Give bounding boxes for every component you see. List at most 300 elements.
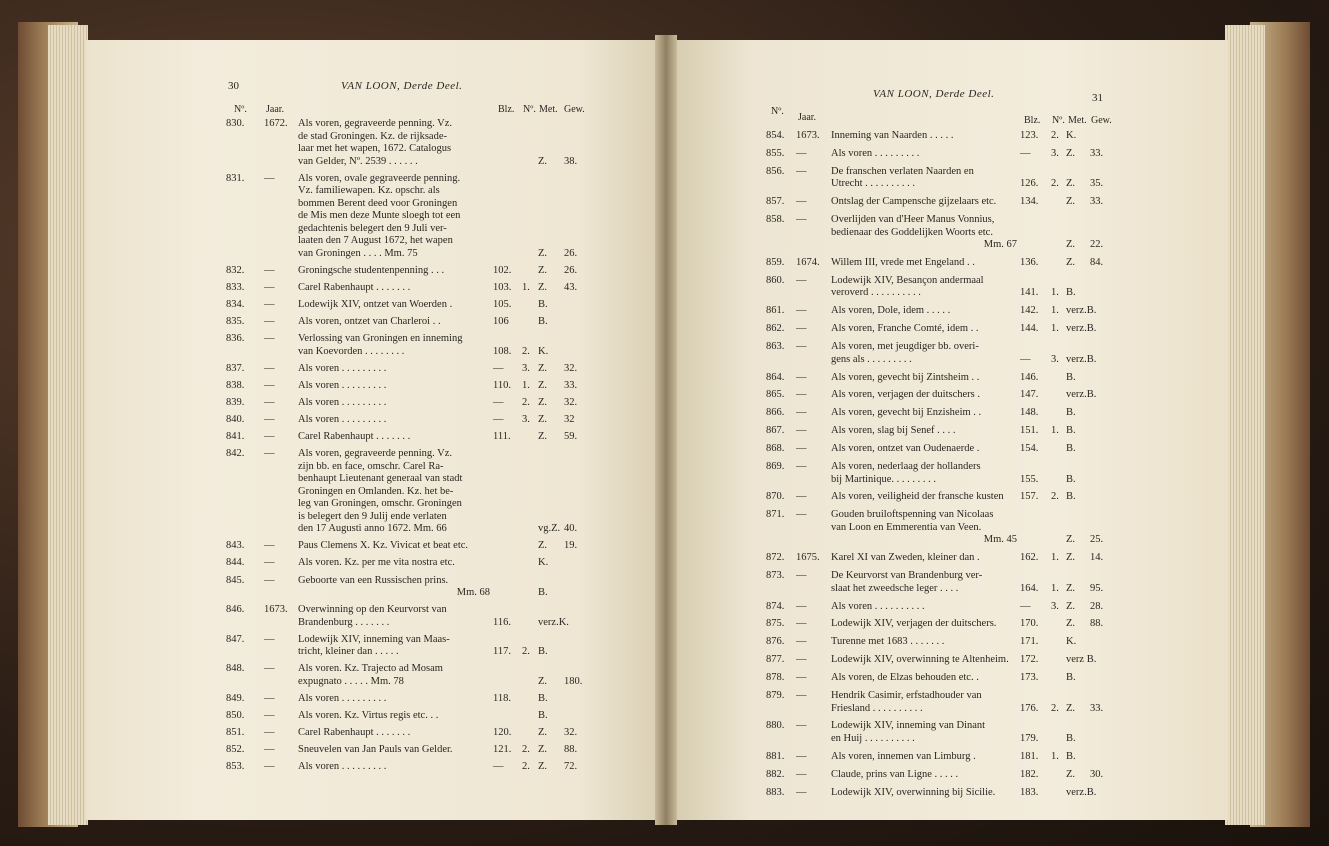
description-line: Inneming van Naarden . . . . . xyxy=(831,130,954,141)
page-ref: 105. xyxy=(493,298,512,310)
entry-number: 845. xyxy=(226,574,245,586)
page-ref: 176. xyxy=(1020,702,1039,714)
description-line: Karel XI van Zweden, kleiner dan . xyxy=(831,552,980,564)
description-line: Gouden bruiloftspenning van Nicolaas xyxy=(831,509,994,521)
weight: 26. xyxy=(564,247,578,259)
page-ref: 108. xyxy=(493,345,512,357)
entry-year: — xyxy=(796,509,807,521)
weight: 88. xyxy=(564,744,578,756)
page-ref: 120. xyxy=(493,727,512,739)
description-line: Brandenburg . . . . . . . xyxy=(298,616,390,628)
entry-year: — xyxy=(264,633,275,645)
weight: 33. xyxy=(1090,147,1104,159)
weight: 22. xyxy=(1090,239,1104,251)
entry-description xyxy=(831,130,1017,143)
entry-number: 865. xyxy=(766,389,785,401)
description-line: veroverd . . . . . . . . . . xyxy=(831,287,921,299)
plate-number: 1. xyxy=(1051,750,1059,762)
metal: B. xyxy=(1066,407,1076,419)
description-line: Carel Rabenhaupt . . . . . . . xyxy=(298,431,411,443)
page-ref: — xyxy=(493,761,504,773)
weight: 28. xyxy=(1090,600,1104,612)
entry-number: 873. xyxy=(766,570,785,582)
metal: Z. xyxy=(538,675,548,687)
entry-year: — xyxy=(264,692,275,704)
entry-number: 856. xyxy=(766,165,785,177)
entry-description xyxy=(831,148,1017,161)
entry-year: — xyxy=(264,316,275,327)
plate-number: 1. xyxy=(1051,425,1059,437)
entry-year: — xyxy=(264,761,275,773)
entry-number: 855. xyxy=(766,147,785,159)
entry-description xyxy=(831,690,1017,715)
description-line: Overwinning op den Keurvorst van xyxy=(298,604,447,616)
entry-number: 880. xyxy=(766,720,785,732)
description-line: bommen Berent deed voor Groningen xyxy=(298,197,458,209)
entry-year: — xyxy=(796,407,807,419)
entry-number: 871. xyxy=(766,509,785,521)
metal: verz B. xyxy=(1066,654,1097,666)
page-ref: — xyxy=(493,414,504,425)
header-jaar: Jaar. xyxy=(798,112,817,123)
entry-description xyxy=(298,663,490,688)
page-ref: 181. xyxy=(1020,750,1039,762)
book-gutter xyxy=(655,35,677,825)
description-line: Als voren, ovale gegraveerde penning. xyxy=(298,172,461,184)
description-line: Als voren, Dole, idem . . . . . xyxy=(831,305,951,317)
entry-year: — xyxy=(796,491,807,503)
plate-number: 2. xyxy=(522,761,530,773)
page-ref: 151. xyxy=(1020,425,1039,437)
entry-year: — xyxy=(264,414,275,425)
entry-description xyxy=(831,196,1017,209)
entry-description xyxy=(298,761,490,774)
entry-description xyxy=(831,491,1017,504)
entry-description xyxy=(831,570,1017,595)
page-number: 31 xyxy=(1092,92,1103,104)
plate-number: 1. xyxy=(522,281,530,293)
metal: Z. xyxy=(1066,702,1076,714)
description-line: Als voren. Kz. per me vita nostra etc. xyxy=(298,557,455,569)
entry-description xyxy=(298,634,490,659)
entry-description xyxy=(298,710,490,723)
entry-number: 863. xyxy=(766,341,785,353)
page-ref: 141. xyxy=(1020,287,1039,299)
metal: Z. xyxy=(1066,257,1076,268)
metal: Z. xyxy=(1066,239,1076,251)
description-line: Carel Rabenhaupt . . . . . . . xyxy=(298,727,411,739)
entry-number: 833. xyxy=(226,281,245,293)
description-line: slaat het zweedsche leger . . . . xyxy=(831,582,959,594)
header-nr: Nº. xyxy=(523,104,536,115)
page-ref: 171. xyxy=(1020,636,1039,648)
plate-number: 3. xyxy=(522,414,530,425)
page-ref: 183. xyxy=(1020,786,1039,798)
entry-year: 1673. xyxy=(264,604,288,616)
entry-number: 830. xyxy=(226,118,245,129)
entry-number: 835. xyxy=(226,316,245,327)
entry-number: 860. xyxy=(766,274,785,286)
plate-number: 1. xyxy=(1051,287,1059,299)
description-line: den 17 Augusti anno 1672. Mm. 66 xyxy=(298,523,447,535)
description-line: Claude, prins van Ligne . . . . . xyxy=(831,768,959,780)
page-ref: 117. xyxy=(493,646,511,658)
description-line: Als voren. Kz. Trajecto ad Mosam xyxy=(298,663,443,675)
description-line: bij Martinique. . . . . . . . . xyxy=(831,473,936,485)
entry-number: 858. xyxy=(766,214,785,226)
weight: 33. xyxy=(564,379,578,391)
entry-year: — xyxy=(796,570,807,582)
metal: Z. xyxy=(538,727,548,739)
description-line: Als voren . . . . . . . . . xyxy=(298,692,387,704)
description-line: expugnato . . . . . Mm. 78 xyxy=(298,675,404,687)
entry-number: 839. xyxy=(226,396,245,408)
entry-year: — xyxy=(264,281,275,293)
page-ref: 157. xyxy=(1020,491,1039,503)
description-line: Als voren . . . . . . . . . xyxy=(298,761,387,773)
entry-description xyxy=(831,305,1017,318)
description-line: Lodewijk XIV, Besançon andermaal xyxy=(831,274,984,286)
entry-number: 847. xyxy=(226,633,245,645)
page-ref: — xyxy=(493,396,504,408)
entry-number: 837. xyxy=(226,362,245,374)
description-line: Als voren, ontzet van Charleroi . . xyxy=(298,316,441,327)
description-line: Paus Clemens X. Kz. Vivicat et beat etc. xyxy=(298,540,469,552)
metal: K. xyxy=(1066,636,1077,648)
metal: K. xyxy=(538,557,549,569)
weight: 72. xyxy=(564,761,578,773)
page-ref: 179. xyxy=(1020,732,1039,744)
weight: 35. xyxy=(1090,178,1104,190)
metal: Z. xyxy=(1066,618,1076,630)
left-page xyxy=(86,40,664,820)
entry-description xyxy=(298,693,490,706)
weight: 180. xyxy=(564,675,583,687)
entry-description xyxy=(298,265,490,278)
entry-number: 875. xyxy=(766,618,785,630)
entry-description xyxy=(831,214,1017,252)
header-met: Met. xyxy=(1068,115,1087,126)
entry-number: 882. xyxy=(766,768,785,780)
entry-description xyxy=(831,769,1017,782)
description-line: Als voren, veiligheid der fransche kusten xyxy=(831,491,1004,503)
description-line: Als voren, gegraveerde penning. Vz. xyxy=(298,118,453,129)
description-line: Als voren, verjagen der duitschers . xyxy=(831,389,980,401)
metal: B. xyxy=(1066,672,1076,684)
page-ref: 103. xyxy=(493,281,512,293)
entry-number: 876. xyxy=(766,636,785,648)
description-line: Lodewijk XIV, inneming van Maas- xyxy=(298,633,450,645)
entry-year: — xyxy=(264,663,275,675)
page-ref: — xyxy=(1020,147,1031,159)
entry-year: — xyxy=(264,396,275,408)
weight: 38. xyxy=(564,155,578,167)
running-head: VAN LOON, Derde Deel. xyxy=(341,80,463,92)
entry-description xyxy=(831,372,1017,385)
weight: 33. xyxy=(1090,702,1104,714)
entry-number: 861. xyxy=(766,305,785,317)
metal: K. xyxy=(1066,130,1077,141)
header-no: Nº. xyxy=(771,106,784,117)
entry-description xyxy=(298,397,490,410)
metal: B. xyxy=(538,316,548,327)
page-ref: 142. xyxy=(1020,305,1039,317)
entry-number: 834. xyxy=(226,298,245,310)
entry-description xyxy=(298,448,490,536)
entry-description xyxy=(831,636,1017,649)
description-line: Lodewijk XIV, ontzet van Woerden . xyxy=(298,298,453,310)
entry-number: 852. xyxy=(226,744,245,756)
entry-description xyxy=(298,333,490,358)
entry-year: — xyxy=(264,710,275,721)
description-line: Overlijden van d'Heer Manus Vonnius, xyxy=(831,214,995,226)
entry-year: — xyxy=(796,214,807,226)
page-ref: 155. xyxy=(1020,473,1039,485)
plate-number: 1. xyxy=(1051,305,1059,317)
entry-number: 879. xyxy=(766,690,785,701)
entry-description xyxy=(298,414,490,427)
entry-year: — xyxy=(796,305,807,317)
entry-number: 877. xyxy=(766,654,785,666)
metal: Z. xyxy=(538,744,548,756)
plate-number: 2. xyxy=(1051,130,1059,141)
entry-year: — xyxy=(796,389,807,401)
page-ref: 154. xyxy=(1020,443,1039,455)
page-ref: 111. xyxy=(493,431,511,443)
entry-description xyxy=(298,173,490,261)
metal: Z. xyxy=(538,431,548,443)
entry-year: — xyxy=(264,448,275,460)
entry-number: 883. xyxy=(766,786,785,798)
entry-number: 864. xyxy=(766,371,785,383)
entry-description xyxy=(298,316,490,329)
plate-number: 2. xyxy=(522,646,530,658)
description-line: Als voren, nederlaag der hollanders xyxy=(831,461,981,472)
entry-description xyxy=(298,431,490,444)
description-line: bedienaar des Goddelijken Woorts etc. xyxy=(831,226,993,238)
entry-number: 840. xyxy=(226,414,245,425)
page-ref: 172. xyxy=(1020,654,1039,666)
metal: B. xyxy=(1066,371,1076,383)
plate-number: 3. xyxy=(1051,353,1059,365)
entry-year: — xyxy=(264,298,275,310)
entry-year: — xyxy=(264,744,275,756)
page-ref: 110. xyxy=(493,379,511,391)
metal: B. xyxy=(1066,443,1076,455)
weight: 84. xyxy=(1090,257,1104,268)
description-line: laar met het wapen, 1672. Catalogus xyxy=(298,143,452,154)
entry-year: — xyxy=(796,636,807,648)
metal: B. xyxy=(538,587,548,598)
description-line: Als voren, met jeugdiger bb. overi- xyxy=(831,341,979,353)
entry-description xyxy=(298,299,490,312)
entry-description xyxy=(831,275,1017,300)
description-line: benhaupt Lieutenant generaal van stadt xyxy=(298,473,463,485)
description-line: Carel Rabenhaupt . . . . . . . xyxy=(298,281,411,293)
entry-description xyxy=(831,601,1017,614)
page-ref: — xyxy=(1020,353,1031,365)
description-line: Als voren, gegraveerde penning. Vz. xyxy=(298,448,453,460)
header-jaar: Jaar. xyxy=(266,104,285,115)
description-line: van Koevorden . . . . . . . . xyxy=(298,345,405,357)
metal: Z. xyxy=(538,379,548,391)
header-gew: Gew. xyxy=(1091,115,1112,126)
metal: Z. xyxy=(538,281,548,293)
weight: 26. xyxy=(564,264,578,276)
entry-number: 836. xyxy=(226,333,245,345)
description-line: Als voren . . . . . . . . . xyxy=(298,379,387,391)
metal: Z. xyxy=(538,362,548,374)
page-ref: 106 xyxy=(493,316,509,327)
entry-year: — xyxy=(796,618,807,630)
description-line: Lodewijk XIV, inneming van Dinant xyxy=(831,720,986,732)
entry-number: 874. xyxy=(766,600,785,612)
entry-number: 854. xyxy=(766,130,785,141)
weight: 32. xyxy=(564,362,578,374)
plate-number: 2. xyxy=(1051,491,1059,503)
metal: Z. xyxy=(1066,196,1076,208)
entry-number: 869. xyxy=(766,461,785,472)
page-ref: 162. xyxy=(1020,552,1039,564)
description-line: Sneuvelen van Jan Pauls van Gelder. xyxy=(298,744,453,756)
description-line: Utrecht . . . . . . . . . . xyxy=(831,178,915,190)
metal: Z. xyxy=(538,247,548,259)
description-line: leg van Groningen, omschr. Groningen xyxy=(298,498,462,510)
entry-description xyxy=(831,443,1017,456)
description-line: de stad Groningen. Kz. de rijksade- xyxy=(298,130,447,142)
page-ref: 126. xyxy=(1020,178,1039,190)
metal: B. xyxy=(1066,287,1076,299)
description-line: Groningsche studentenpenning . . . xyxy=(298,264,445,276)
description-line: van Gelder, Nº. 2539 . . . . . . xyxy=(298,155,418,167)
page-ref: 123. xyxy=(1020,130,1039,141)
description-line: Als voren . . . . . . . . . xyxy=(298,362,387,374)
metal: Z. xyxy=(1066,600,1076,612)
plate-number: 1. xyxy=(1051,582,1059,594)
metal: Z. xyxy=(538,761,548,773)
description-line: gedachtenis belegert den 9 Juli ver- xyxy=(298,222,447,234)
entry-number: 857. xyxy=(766,196,785,208)
weight: 88. xyxy=(1090,618,1104,630)
metal: Z. xyxy=(1066,178,1076,190)
running-head: VAN LOON, Derde Deel. xyxy=(873,88,995,100)
entry-year: 1672. xyxy=(264,118,288,129)
metal: vg.Z. xyxy=(538,523,561,535)
description-line: Vz. familiewapen. Kz. opschr. als xyxy=(298,185,440,197)
entry-number: 851. xyxy=(226,727,245,739)
entry-year: — xyxy=(796,786,807,798)
page-ref: 170. xyxy=(1020,618,1039,630)
metal: B. xyxy=(538,692,548,704)
description-line: de Mis men deze Munte sloegh tot een xyxy=(298,210,461,222)
weight: 32 xyxy=(564,414,575,425)
entry-number: 853. xyxy=(226,761,245,773)
entry-year: — xyxy=(796,147,807,159)
entry-year: — xyxy=(264,362,275,374)
description-line: Hendrik Casimir, erfstadhouder van xyxy=(831,690,982,701)
entry-number: 867. xyxy=(766,425,785,437)
description-line: van Groningen . . . . Mm. 75 xyxy=(298,247,418,259)
header-blz: Blz. xyxy=(498,104,515,115)
plate-number: 1. xyxy=(1051,552,1059,564)
entry-year: — xyxy=(796,196,807,208)
page-edges-right xyxy=(1225,25,1265,825)
metal: Z. xyxy=(1066,552,1076,564)
metal: B. xyxy=(1066,750,1076,762)
metal: B. xyxy=(1066,732,1076,744)
page-ref: 148. xyxy=(1020,407,1039,419)
metal: B. xyxy=(1066,425,1076,437)
metal: B. xyxy=(538,646,548,658)
description-line: is belegert den 9 Julij ende verlaten xyxy=(298,510,447,522)
entry-year: — xyxy=(264,379,275,391)
metal: Z. xyxy=(1066,582,1076,594)
description-line: Lodewijk XIV, verjagen der duitschers. xyxy=(831,618,997,630)
entry-year: — xyxy=(264,264,275,276)
header-no: Nº. xyxy=(234,104,247,115)
right-page xyxy=(668,40,1228,820)
weight: 43. xyxy=(564,281,578,293)
plate-number: 1. xyxy=(522,379,530,391)
entry-description xyxy=(831,389,1017,402)
description-line: en Huij . . . . . . . . . . xyxy=(831,732,915,744)
plate-number: 2. xyxy=(1051,178,1059,190)
metal: B. xyxy=(538,710,548,721)
description-line: Mm. 67 xyxy=(983,239,1017,251)
entry-number: 881. xyxy=(766,750,785,762)
description-line: Ontslag der Campensche gijzelaars etc. xyxy=(831,196,997,208)
entry-number: 878. xyxy=(766,672,785,684)
entry-number: 844. xyxy=(226,557,245,569)
entry-year: — xyxy=(796,600,807,612)
description-line: Als voren, ontzet van Oudenaerde . xyxy=(831,443,980,455)
page-ref: — xyxy=(1020,600,1031,612)
entry-number: 846. xyxy=(226,604,245,616)
weight: 14. xyxy=(1090,552,1104,564)
page-ref: 164. xyxy=(1020,582,1039,594)
description-line: gens als . . . . . . . . . xyxy=(831,353,912,365)
header-gew: Gew. xyxy=(564,104,585,115)
metal: Z. xyxy=(538,540,548,552)
entry-number: 849. xyxy=(226,692,245,704)
plate-number: 2. xyxy=(522,744,530,756)
page-ref: 121. xyxy=(493,744,512,756)
entry-number: 848. xyxy=(226,663,245,675)
metal: verz.B. xyxy=(1066,305,1097,317)
description-line: Lodewijk XIV, overwinning te Altenheim. xyxy=(831,654,1009,666)
description-line: laaten den 7 August 1672, het wapen xyxy=(298,235,453,247)
entry-year: 1675. xyxy=(796,552,820,564)
description-line: zijn bb. en face, omschr. Carel Ra- xyxy=(298,460,444,472)
metal: B. xyxy=(1066,473,1076,485)
entry-year: — xyxy=(264,172,275,184)
entry-description xyxy=(298,727,490,740)
page-ref: 136. xyxy=(1020,257,1039,268)
entry-number: 850. xyxy=(226,710,245,721)
description-line: Turenne met 1683 . . . . . . . xyxy=(831,636,945,648)
entry-description xyxy=(831,166,1017,191)
entry-year: — xyxy=(264,557,275,569)
entry-description xyxy=(831,509,1017,547)
page-ref: — xyxy=(493,362,504,374)
metal: Z. xyxy=(1066,147,1076,159)
plate-number: 3. xyxy=(1051,147,1059,159)
metal: verz.B. xyxy=(1066,786,1097,798)
description-line: Als voren, Franche Comté, idem . . xyxy=(831,323,979,335)
metal: Z. xyxy=(538,155,548,167)
metal: B. xyxy=(538,298,548,310)
weight: 32. xyxy=(564,727,578,739)
